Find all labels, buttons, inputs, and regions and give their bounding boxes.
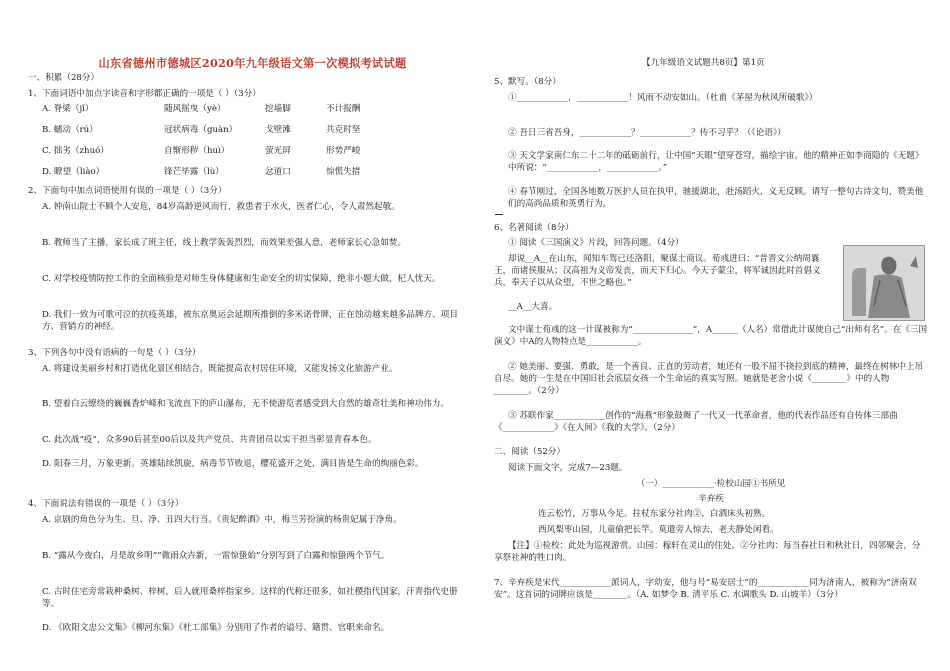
q6-question: 文中谋士荀彧的这一计谋被称为“______________”，A______（人名）常借此计谋使自己“出师有名”。在《三国演义》中A的人物特点是____________。 bbox=[494, 325, 928, 347]
q6-item-2: ② 她美丽、要强、勇敢，是一个善良、正直的劳动者，她还有一股不屈不挠拉到底的精神，最终在树林中上吊自尽。她的一生是在中国旧社会底层女孩一个生命运的真实写照。她就是老舍小说《________》中的人物________。（2分） bbox=[494, 362, 924, 396]
q2-option-a: A. 钟南山院士不顾个人安危，84岁高龄逆风而行，救患者于水火，医者仁心，令人肃然起敬。 bbox=[42, 202, 400, 212]
q1-option-d-2: 锋芒毕露（lù） bbox=[164, 167, 224, 177]
q1-option-d: D. 瞭望（liào） bbox=[42, 167, 105, 177]
answer-dash bbox=[495, 214, 503, 215]
poem-note: 【注】①检校：此处为巡视游赏。山园：稼轩在灵山的住处。②分社肉：每当春社日和秋社日，四邻聚会，分享祭社神的牲口肉。 bbox=[494, 541, 921, 563]
section-1-heading: 一、积累（28分） bbox=[28, 73, 100, 83]
q4-option-c: C. 古时住宅旁常栽种桑树、梓树，后人就用桑梓指家乡。这样的代称还很多，如社稷指代国家，汗青指代史册等。 bbox=[42, 587, 458, 609]
portrait-illustration-icon bbox=[844, 246, 924, 320]
q1-option-d-3: 忿道口 bbox=[265, 167, 291, 177]
q1-option-c-3: 萤光屏 bbox=[265, 146, 291, 156]
question-6: 6、名著阅读（8分） bbox=[494, 223, 574, 233]
question-5: 5、默写。（8分） bbox=[494, 77, 561, 87]
q1-option-b-3: 戈壁滩 bbox=[265, 125, 291, 135]
q6-passage: 却说__A__在山东，闻知车驾已还洛阳，聚谋士商议。荀彧进曰：“昔晋文公纳周襄王，而诸侯服从；汉高祖为义帝发丧，而天下归心。今天子蒙尘，将军诚因此时首倡义兵，奉天子以从众望，不世之略也。” bbox=[494, 254, 821, 288]
q3-option-b: B. 望着白云缭绕的巍巍香炉峰和飞流直下的庐山瀑布，无不使游览者感受到大自然的雄奇壮美和神功伟力。 bbox=[42, 399, 450, 409]
q1-option-d-4: 惊慌失措 bbox=[326, 167, 361, 177]
q4-option-b: B. “露从今夜白，月是故乡明”“微雨众卉新，一雷惊蛰始”分别写到了白露和惊蛰两个节气。 bbox=[42, 551, 390, 561]
q1-option-b-4: 共克时坚 bbox=[326, 125, 361, 135]
q6-item-1: ① 阅读《三国演义》片段，回答问题。（4分） bbox=[508, 238, 684, 248]
q5-item-2: ② 吾日三省吾身，____________？____________？传不习乎？（《论语》） bbox=[508, 128, 786, 138]
q1-option-a: A. 脊梁（jǐ） bbox=[42, 104, 94, 114]
question-1: 1、下面词语中加点字读音和字形都正确的一项是（ ）（3分） bbox=[28, 89, 261, 99]
q3-option-c: C. 此次战“疫”，众多90后甚至00后以及共产党员、共青团员以实干担当彰显青春本色。 bbox=[42, 435, 377, 445]
q4-option-a: A. 京剧的角色分为生、旦、净、丑四大行当。《贵妃醉酒》中，梅兰芳扮演的杨贵妃属于净角。 bbox=[42, 515, 402, 525]
q3-option-a: A. 将建设美丽乡村和打造优化景区相结合，既能提高农村居住环境，又能发扬文化旅游产业。 bbox=[42, 364, 398, 374]
q1-option-a-3: 挖墙脚 bbox=[265, 104, 291, 114]
page-header: 【九年级语文试题共8页】第1页 bbox=[642, 58, 765, 68]
q5-item-3: ③ 天文学家南仁东二十二年的砥砺前行，让中国“天眼”望穿苍穹，描绘宇宙。他的精神正如李商隐的《无题》中所说：“____________，____________。” bbox=[508, 151, 924, 173]
q1-option-c: C. 拙劣（zhuó） bbox=[42, 146, 109, 156]
question-4: 4、下面说法有错误的一项是（ ）（3分） bbox=[28, 499, 184, 509]
q1-option-a-4: 不计报酬 bbox=[326, 104, 361, 114]
section-2-heading: 二、阅读（52分） bbox=[494, 447, 566, 457]
q6-passage-end: __A__大喜。 bbox=[508, 302, 558, 312]
q6-item-3: ③ 苏联作家____________创作的“海燕”形象鼓舞了一代又一代革命者，他的代表作品还有自传体三部曲《____________》《在人间》《我的大学》。（2分） bbox=[494, 411, 898, 433]
poem-line-1: 连云松竹，万事从今足。拄杖东家分社肉②，白酒床头初熟。 bbox=[538, 509, 771, 519]
q1-option-c-4: 形势严峻 bbox=[326, 146, 361, 156]
q4-option-d: D. 《欧阳文忠公文集》《柳河东集》《杜工部集》分别用了作者的谥号、籍贯、官职来命名。 bbox=[42, 623, 390, 633]
poem-title: （一）____________·检校山园①书所见 bbox=[636, 479, 786, 489]
exam-title: 山东省德州市德城区2020年九年级语文第一次模拟考试试题 bbox=[98, 56, 407, 70]
question-3: 3、下列各句中没有语病的一句是（ ）（3分） bbox=[28, 348, 201, 358]
q2-option-b: B. 教师当了主播，家长成了班主任，线上教学轰轰烈烈，而效果差强人意，老师家长心急如焚。 bbox=[42, 238, 407, 248]
q1-option-c-2: 自惭形秽（huì） bbox=[164, 146, 230, 156]
q1-option-b-2: 冠状病毒（guàn） bbox=[164, 125, 238, 135]
cao-cao-portrait-image bbox=[843, 245, 925, 321]
q1-option-a-2: 随风摇曳（yè） bbox=[164, 104, 226, 114]
poem-line-2: 西风梨枣山园，儿童偷把长竿。莫遣旁人惊去，老夫静处闲看。 bbox=[538, 525, 779, 535]
question-7: 7、辛弃疾是宋代____________派词人，字幼安，他与号“易安居士”的____________同为济南人，被称为“济南双安”。这首词的词牌应该是________。（A. 如梦令 B. 清平乐 C. 水调歌头 D. 山坡羊）（3分） bbox=[494, 578, 917, 600]
q5-item-1: ①____________，____________！风雨不动安如山。（杜甫《茅屋为秋风所破歌》） bbox=[508, 93, 818, 103]
q2-option-c: C. 对学校疫情防控工作的全面核验是对师生身体健康和生命安全的切实保障，绝非小题大做，杞人忧天。 bbox=[42, 274, 441, 284]
q2-option-d: D. 我们一致为可歌可泣的抗疫英雄，被东京奥运会延期所推倒的多米诺骨牌，正在蚀动越来越多品牌方、项目方、营销方的神经。 bbox=[42, 310, 458, 332]
question-2: 2、下面句中加点词语使用有误的一项是（ ）（3分） bbox=[28, 186, 227, 196]
q1-option-b: B. 蠕动（rú） bbox=[42, 125, 98, 135]
q3-option-d: D. 阳春三月，万象更新。英雄陆续凯旋，病毒节节败退，樱花盛开之处，满目皆是生命的绚丽色彩。 bbox=[42, 459, 424, 469]
q5-item-4: ④ 春节刚过，全国各地数万医护人员在执甲，驰援湖北，赴汤蹈火，义无反顾。请写一整句古诗文句，赞美他们的高尚品质和英勇行为。 bbox=[508, 187, 924, 209]
reading-instruction: 阅读下面文字，完成7—23题。 bbox=[508, 463, 628, 473]
poem-author: 辛弃疾 bbox=[698, 494, 724, 504]
